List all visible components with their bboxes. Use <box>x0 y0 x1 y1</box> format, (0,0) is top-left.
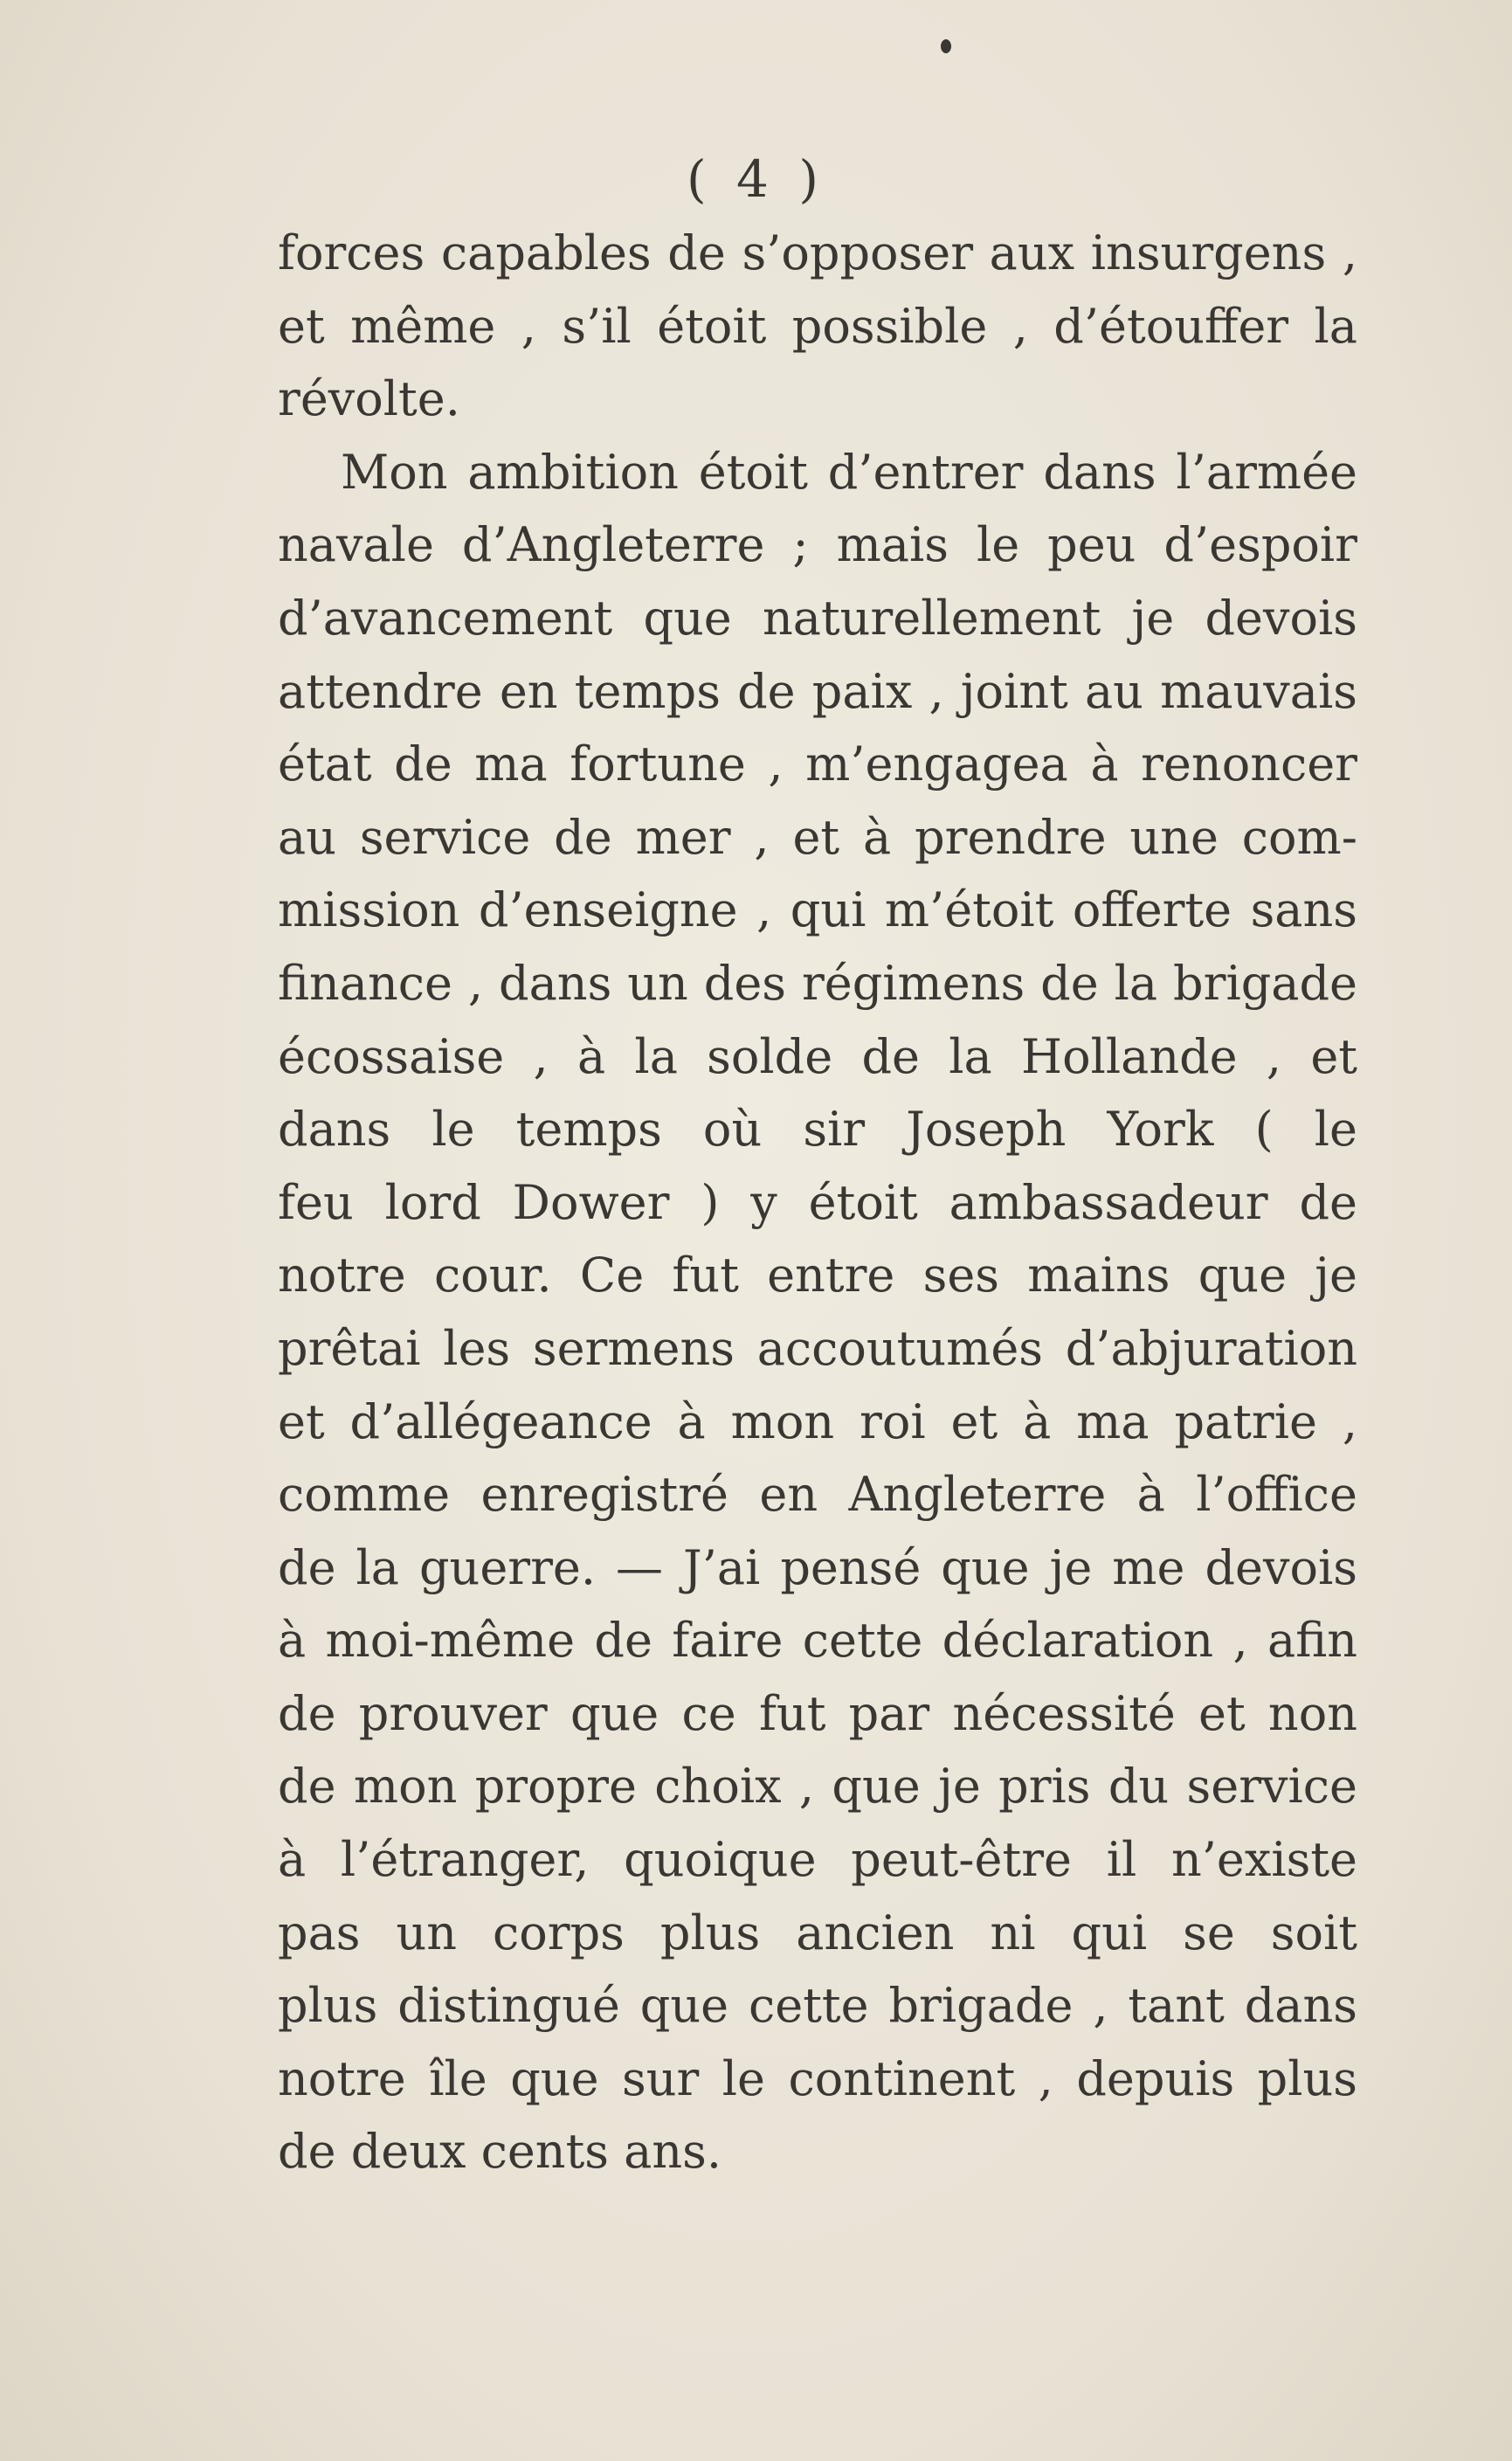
paragraph-start-line: Mon ambition étoit d’entrer dans l’armée <box>341 444 1357 500</box>
text-line: comme enregistré en Angleterre à l’office <box>278 1467 1357 1523</box>
ink-dot <box>941 39 951 53</box>
text-line: pas un corps plus ancien ni qui se soit <box>278 1905 1357 1960</box>
body-text <box>278 217 1357 2188</box>
text-line: notre cour. Ce fut entre ses mains que je <box>278 1248 1357 1303</box>
text-line: d’avancement que naturellement je devois <box>278 590 1357 646</box>
text-line: de la guerre. — J’ai pensé que je me devois <box>278 1539 1357 1595</box>
text-line: et même , s’il étoit possible , d’étouffer la <box>278 298 1357 354</box>
text-line: à moi-même de faire cette déclaration , afin <box>278 1613 1357 1669</box>
text-line: révolte. <box>278 371 460 427</box>
text-line: de mon propre choix , que je pris du service <box>278 1759 1357 1815</box>
text-line: état de ma fortune , m’engagea à renoncer <box>278 736 1357 792</box>
text-line: prêtai les sermens accoutumés d’abjuration <box>278 1320 1357 1376</box>
text-line: à l’étranger, quoique peut-être il n’existe <box>278 1832 1357 1888</box>
text-line: navale d’Angleterre ; mais le peu d’espoir <box>278 517 1357 573</box>
text-line: mission d’enseigne , qui m’étoit offerte sans <box>278 882 1357 938</box>
text-line: de prouver que ce fut par nécessité et non <box>278 1685 1357 1741</box>
text-line: et d’allégeance à mon roi et à ma patrie , <box>278 1393 1357 1449</box>
page-number: ( 4 ) <box>686 149 826 209</box>
text-line: forces capables de s’opposer aux insurgens , <box>278 225 1357 280</box>
text-line: dans le temps où sir Joseph York ( le <box>278 1102 1357 1158</box>
text-line: plus distingué que cette brigade , tant dans <box>278 1978 1357 2034</box>
text-line: écossaise , à la solde de la Hollande , et <box>278 1028 1357 1084</box>
text-line: au service de mer , et à prendre une com- <box>278 809 1357 865</box>
text-line: feu lord Dower ) y étoit ambassadeur de <box>278 1174 1357 1230</box>
text-line: finance , dans un des régimens de la brigade <box>278 955 1357 1011</box>
text-line: de deux cents ans. <box>278 2124 722 2180</box>
text-line: attendre en temps de paix , joint au mauvais <box>278 663 1357 719</box>
text-line: notre île que sur le continent , depuis plus <box>278 2050 1357 2106</box>
